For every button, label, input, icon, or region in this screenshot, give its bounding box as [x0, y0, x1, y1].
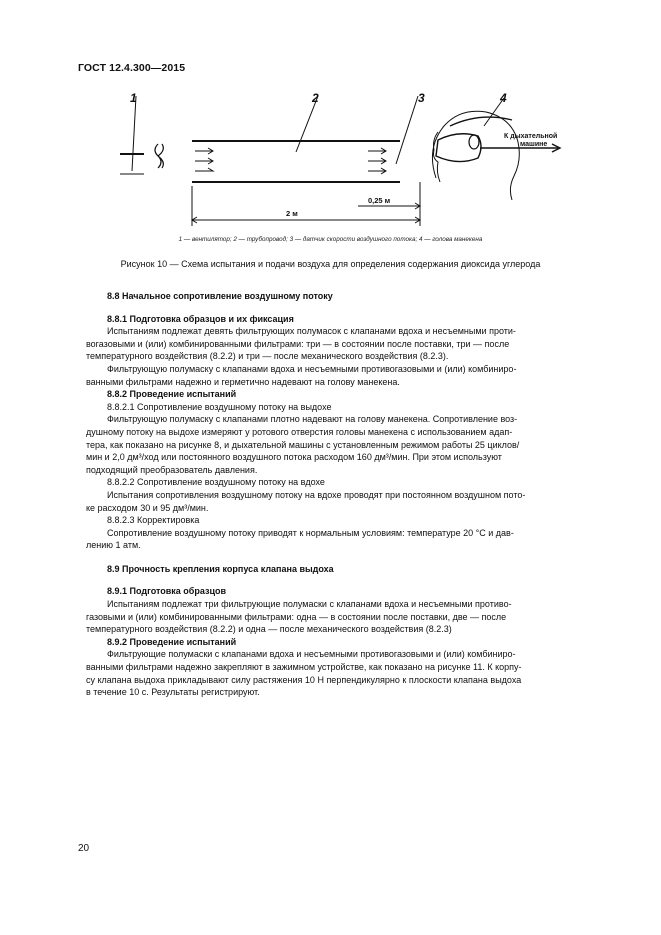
paragraph-line: подходящий преобразователь давления.	[86, 464, 258, 475]
flow-arrows-left	[195, 148, 213, 171]
mannequin-head-icon	[432, 111, 519, 200]
paragraph-line: су клапана выдоха прикладывают силу растяжения 10 Н перпендикулярно к плоскости клапана выдоха	[86, 674, 522, 685]
document-body	[86, 286, 614, 699]
paragraph-line: газовыми и (или) комбинированными фильтрами: одна — в состоянии после поставки, две — после	[86, 611, 507, 622]
paragraph-line: Сопротивление воздушному потоку приводят к нормальным условиям: температуре 20 °С и дав-	[107, 527, 514, 538]
fan-blade-icon	[155, 144, 163, 168]
paragraph-line: лению 1 атм.	[86, 540, 141, 551]
figure-label-4: 4	[500, 91, 507, 105]
mask-valve	[469, 135, 479, 149]
flow-arrows-right	[368, 148, 386, 174]
section-8-8-1-title: 8.8.1 Подготовка образцов и их фиксация	[107, 313, 294, 324]
paragraph-line: мин и 2,0 дм³/ход или постоянного воздушного потока расходом 160 дм³/мин. При этом используют	[86, 452, 502, 463]
paragraph-line: Фильтрующие полумаски с клапанами вдоха и несъемными противогазовыми и (или) комбиниро-	[107, 649, 516, 660]
dim-long-label: 2 м	[286, 209, 298, 218]
paragraph-line: вогазовыми и (или) комбинированными фильтрами: три — в состоянии после поставки, три — после	[86, 338, 510, 349]
paragraph-line: Фильтрующую полумаску с клапанами плотно надевают на голову манекена. Сопротивление воз-	[107, 414, 518, 425]
page-number: 20	[78, 843, 90, 854]
breathing-machine-label-1: К дыхательной	[504, 133, 558, 140]
head-strap	[450, 117, 512, 126]
paragraph-line: ванными фильтрами надежно и герметично надевают на голову манекена.	[86, 376, 400, 387]
paragraph-line: температурного воздействия (8.2.2) и одна — после механического воздействия (8.2.3)	[86, 624, 452, 635]
label-3-leader	[396, 96, 418, 164]
paragraph-line: Испытания сопротивления воздушному потоку на вдохе проводят при постоянном воздушном пото-	[107, 489, 526, 500]
section-8-8-2-2-title: 8.8.2.2 Сопротивление воздушному потоку на вдохе	[107, 477, 325, 488]
paragraph-line: ванными фильтрами надежно закрепляют в зажимном устройстве, как показано на рисунке 11. К корпу-	[86, 662, 522, 673]
fan-mount-line	[132, 96, 136, 171]
paragraph-line: тера, как показано на рисунке 8, и дыхательной машины с установленным режимом работы 25 циклов/	[86, 439, 520, 450]
figure-legend: 1 — вентилятор; 2 — трубопровод; 3 — датчик скорости воздушного потока; 4 — голова манекена	[178, 236, 483, 243]
figure-caption: Рисунок 10 — Схема испытания и подачи воздуха для определения содержания диоксида углерода	[120, 259, 541, 269]
section-8-9-title: 8.9 Прочность крепления корпуса клапана выдоха	[107, 563, 334, 574]
paragraph-line: Фильтрующую полумаску с клапанами вдоха и несъемными противогазовыми и (или) комбиниро-	[107, 363, 517, 374]
paragraph-line: Испытаниям подлежат три фильтрующие полумаски с клапанами вдоха и несъемными противо-	[107, 599, 512, 610]
dim-short-label: 0,25 м	[368, 196, 391, 205]
paragraph-line: ке расходом 30 и 95 дм³/мин.	[86, 502, 209, 513]
section-8-8-2-1-title: 8.8.2.1 Сопротивление воздушному потоку на выдохе	[107, 401, 332, 412]
document-header: ГОСТ 12.4.300—2015	[78, 62, 186, 74]
section-8-8-title: 8.8 Начальное сопротивление воздушному потоку	[107, 291, 333, 301]
figure-label-1: 1	[130, 91, 137, 105]
section-8-8-2-title: 8.8.2 Проведение испытаний	[107, 389, 237, 400]
paragraph-line: в течение 10 с. Результаты регистрируют.	[86, 687, 260, 698]
paragraph-line: температурного воздействия (8.2.2) и три — после механического воздействия (8.2.3).	[86, 351, 449, 362]
figure-label-2: 2	[312, 91, 319, 105]
mask-icon	[436, 134, 481, 162]
paragraph-line: Испытаниям подлежат девять фильтрующих полумасок с клапанами вдоха и несъемными проти-	[107, 326, 516, 337]
breathing-machine-label-2: машине	[520, 141, 548, 148]
paragraph-line: душному потоку на выдохе измеряют у ротового отверстия головы манекена с использованием адап-	[86, 426, 513, 437]
section-8-8-2-3-title: 8.8.2.3 Корректировка	[107, 515, 200, 526]
section-8-9-2-title: 8.9.2 Проведение испытаний	[107, 636, 237, 647]
section-8-9-1-title: 8.9.1 Подготовка образцов	[107, 586, 227, 597]
figure-label-3: 3	[418, 91, 425, 105]
test-scheme-figure	[100, 86, 590, 226]
